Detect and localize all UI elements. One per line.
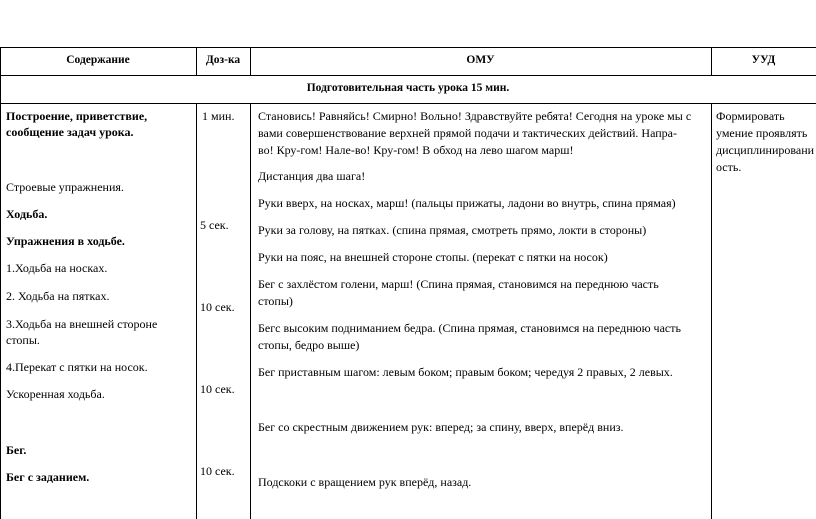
content-run-task: Бег с заданием.	[6, 470, 90, 484]
header-uud: УУД	[751, 54, 776, 66]
content-intro-line2: сообщение задач урока.	[6, 125, 134, 139]
content-walking-ex: Упражнения в ходьбе.	[6, 234, 125, 248]
uud-line-2: умение проявлять	[716, 126, 808, 140]
omu-line-2: вами совершенствование верхней прямой подачи и тактических действий. Напра-	[258, 126, 678, 140]
header-omu: ОМУ	[466, 54, 495, 66]
dose-5: 10 сек.	[200, 464, 235, 478]
omu-line-4: Дистанция два шага!	[258, 169, 366, 183]
omu-line-13: Бег со скрестным движением рук: вперед; за спину, вверх, вперёд вниз.	[258, 420, 624, 434]
omu-line-7: Руки на пояс, на внешней стороне стопы. (перекат с пятки на носок)	[258, 250, 608, 264]
dose-3: 10 сек.	[200, 300, 235, 314]
uud-line-4: ость.	[716, 160, 742, 174]
uud-line-3: дисциплинировани	[716, 143, 815, 157]
content-ex1: 1.Ходьба на носках.	[6, 261, 108, 275]
table-left-border	[0, 47, 1, 519]
header-content: Содержание	[66, 54, 130, 66]
content-drill: Строевые упражнения.	[6, 180, 124, 194]
content-ex2: 2. Ходьба на пятках.	[6, 289, 110, 303]
section-bottom-border	[0, 103, 816, 104]
omu-line-3: во! Кру-гом! Нале-во! Кру-гом! В обход на лево шагом марш!	[258, 143, 574, 157]
content-run: Бег.	[6, 443, 27, 457]
omu-line-1: Становись! Равняйсь! Смирно! Вольно! Здравствуйте ребята! Сегодня на уроке мы с	[258, 109, 692, 123]
omu-line-6: Руки за голову, на пятках. (спина прямая, смотреть прямо, локти в стороны)	[258, 223, 647, 237]
dose-4: 10 сек.	[200, 382, 235, 396]
column-divider-2-body	[250, 103, 251, 519]
content-ex3-line2: стопы.	[6, 333, 40, 347]
dose-1: 1 мин.	[202, 109, 235, 123]
omu-line-12: Бег приставным шагом: левым боком; правым боком; чередуя 2 правых, 2 левых.	[258, 365, 673, 379]
header-dose: Доз-ка	[205, 54, 241, 66]
content-ex3-line1: 3.Ходьба на внешней стороне	[6, 317, 158, 331]
dose-2: 5 сек.	[200, 218, 229, 232]
column-divider-3-body	[711, 103, 712, 519]
omu-line-9: стопы)	[258, 294, 293, 308]
omu-line-5: Руки вверх, на носках, марш! (пальцы прижаты, ладони во внутрь, спина прямая)	[258, 196, 676, 210]
omu-line-14: Подскоки с вращением рук вперёд, назад.	[258, 475, 472, 489]
content-ex4: 4.Перекат с пятки на носок.	[6, 360, 148, 374]
content-intro-line1: Построение, приветствие,	[6, 109, 148, 123]
content-fast-walk: Ускоренная ходьба.	[6, 387, 105, 401]
table-top-border	[0, 47, 816, 48]
header-bottom-border	[0, 75, 816, 76]
omu-line-10: Бегс высоким подниманием бедра. (Спина прямая, становимся на переднюю часть	[258, 321, 681, 335]
column-divider-1-body	[196, 103, 197, 519]
omu-line-11: стопы, бедро выше)	[258, 338, 360, 352]
section-title: Подготовительная часть урока 15 мин.	[306, 82, 510, 94]
content-walking: Ходьба.	[6, 207, 48, 221]
uud-line-1: Формировать	[716, 109, 785, 123]
omu-line-8: Бег с захлёстом голени, марш! (Спина прямая, становимся на переднюю часть	[258, 277, 659, 291]
